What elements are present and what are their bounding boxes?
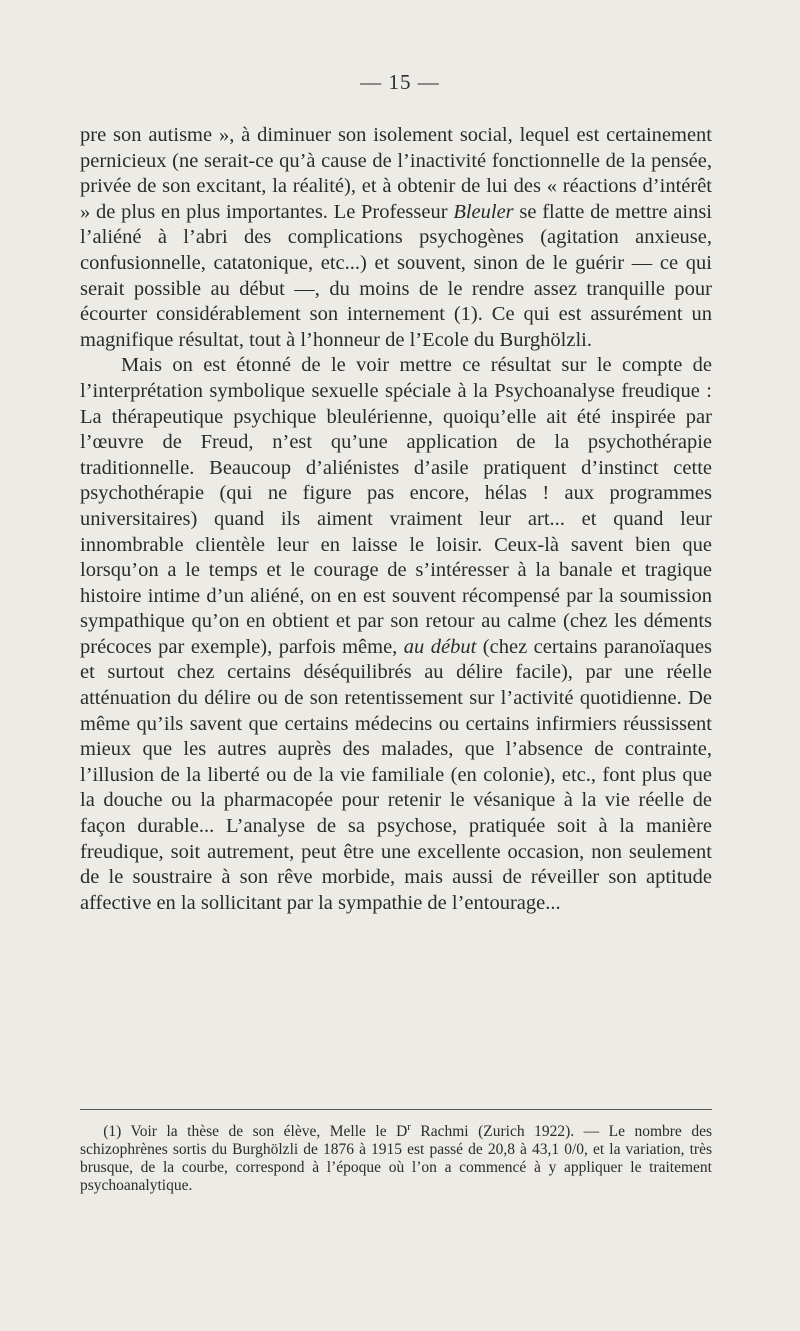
footnote-part-a: (1) Voir la thèse de son élève, Melle le D <box>103 1123 408 1140</box>
body-text <box>80 123 712 916</box>
author-name-bleuler: Bleuler <box>453 200 514 223</box>
footnote-part-b: Rachmi (Zurich 1922). — Le nombre des schizophrènes sortis du Burghölzli de 1876 à 1915 est passé de 20,8 à 43,1 0/0, et la variation, très brusque, de la courbe, correspond à l’époque où l’on a commencé à y appliquer le traitement psychoanalytique. <box>80 1123 712 1194</box>
paragraph-2-part-a: Mais on est étonné de le voir mettre ce résultat sur le compte de l’interprétation symbolique sexuelle spéciale à la Psychoanalyse freudique : La thérapeutique psychique bleulérienne, quoiqu’elle ait été inspirée par l’œuvre de Freud, n’est qu’une application de la psychothérapie traditionnelle. Beaucoup d’aliénistes d’asile pratiquent d’instinct cette psychothérapie (qui ne figure pas encore, hélas ! aux programmes universitaires) quand ils aiment vraiment leur art... et quand leur innombrable clientèle leur en laisse le loisir. Ceux-là savent bien que lorsqu’on a le temps et le courage de s’intéresser à la banale et tragique histoire intime d’un aliéné, on en est souvent récompensé par la soumission sympathique qu’on en obtient et par son retour au calme (chez les déments précoces par exemple), parfois même, <box>80 354 712 658</box>
emphasis-au-debut: au début <box>403 635 477 658</box>
paragraph-2 <box>80 353 712 916</box>
footnote-text <box>80 1120 712 1195</box>
footnote-superscript: r <box>407 1120 411 1133</box>
footnote-separator <box>80 1109 712 1110</box>
paragraph-1 <box>80 123 712 353</box>
paragraph-2-part-b: (chez certains paranoïaques et surtout chez certains déséquilibrés au délire facile), par une réelle atténuation du délire ou de son retentissement sur l’activité quotidienne. De même qu’ils savent que certains médecins ou certains infirmiers réussissent mieux que les autres auprès des malades, que l’absence de contrainte, l’illusion de la liberté ou de la vie familiale (en colonie), etc., font plus que la douche ou la pharmacopée pour retenir le vésanique à la vie réelle de façon durable... L’analyse de sa psychose, pratiquée soit à la manière freudique, soit autrement, peut être une excellente occasion, non seulement de le soustraire à son rêve morbide, mais aussi de réveiller son aptitude affective en la sollicitant par la sympathie de l’entourage... <box>80 635 713 914</box>
paragraph-1-part-a: pre son autisme », à diminuer son isolement social, lequel est certainement pernicieux (ne serait-ce qu’à cause de l’inactivité fonctionnelle de la pensée, privée de son excitant, la réalité), et à obtenir de lui des « réactions d’intérêt » de plus en plus importantes. Le Professeur <box>80 124 712 223</box>
page-number: — 15 — <box>360 70 440 94</box>
paragraph-1-part-b: se flatte de mettre ainsi l’aliéné à l’abri des complications psychogènes (agitation anxieuse, confusionnelle, catatonique, etc...) et souvent, sinon de le guérir — ce qui serait possible au début —, du moins de le rendre assez tranquille pour écourter considérablement son internement (1). Ce qui est assurément un magnifique résultat, tout à l’honneur de l’Ecole du Burghölzli. <box>80 200 712 351</box>
footnote <box>80 1120 712 1195</box>
